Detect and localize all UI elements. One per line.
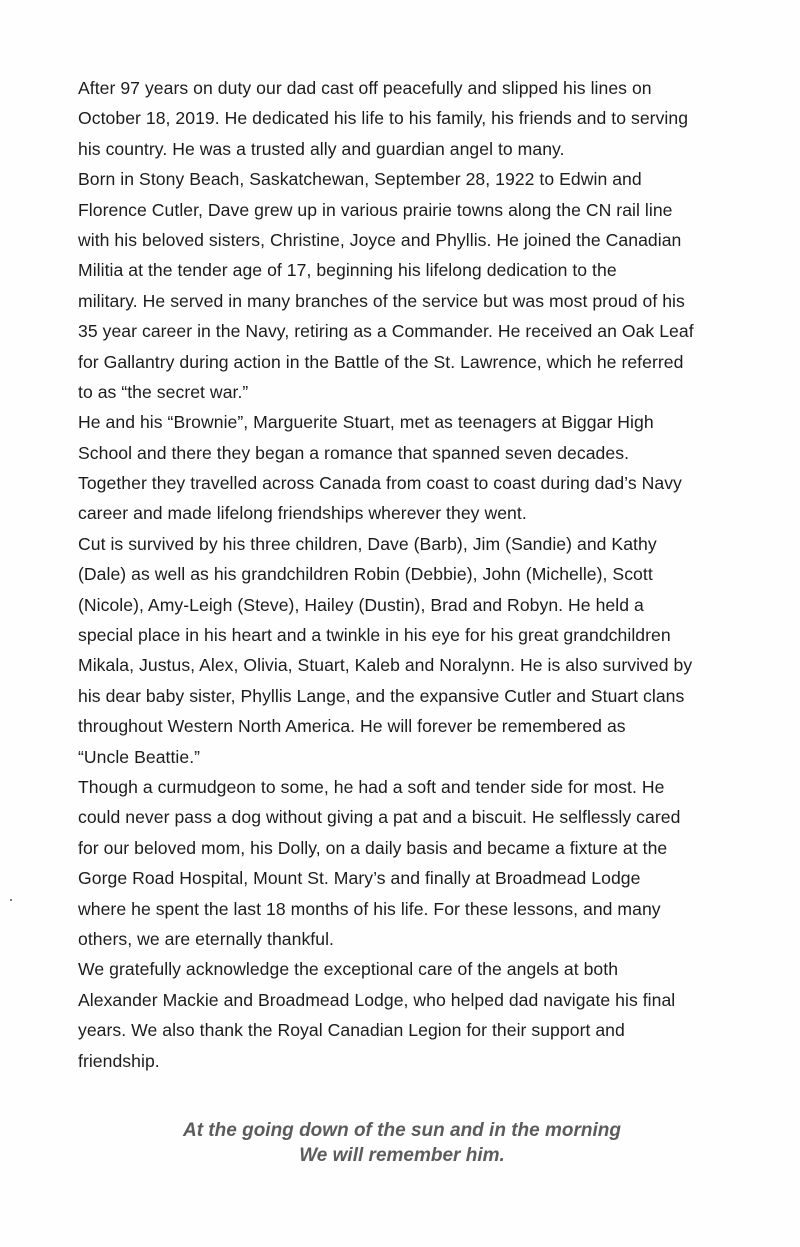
obituary-body (78, 73, 758, 1076)
paragraph-6 (78, 954, 758, 1076)
text-line: (Nicole), Amy-Leigh (Steve), Hailey (Dustin), Brad and Robyn. He held a (78, 594, 644, 615)
paragraph-3 (78, 407, 758, 529)
paragraph-1 (78, 73, 758, 164)
text-line: with his beloved sisters, Christine, Joyce and Phyllis. He joined the Canadian (78, 229, 682, 250)
paragraph-5 (78, 772, 758, 954)
text-line: special place in his heart and a twinkle in his eye for his great grandchildren (78, 625, 671, 646)
text-line: 35 year career in the Navy, retiring as a Commander. He received an Oak Leaf (78, 321, 694, 342)
closing-line-1: At the going down of the sun and in the morning (182, 1120, 621, 1141)
text-line: Born in Stony Beach, Saskatchewan, September 28, 1922 to Edwin and (78, 169, 642, 190)
text-line: throughout Western North America. He will forever be remembered as (78, 716, 626, 737)
text-line: (Dale) as well as his grandchildren Robin (Debbie), John (Michelle), Scott (78, 564, 653, 585)
text-line: could never pass a dog without giving a pat and a biscuit. He selflessly cared (78, 807, 681, 828)
paragraph-4 (78, 529, 758, 772)
scan-speck (10, 899, 12, 901)
text-line: School and there they began a romance that spanned seven decades. (78, 442, 630, 463)
closing-verse (0, 1118, 800, 1168)
text-line: his country. He was a trusted ally and guardian angel to many. (78, 138, 565, 159)
text-line: friendship. (78, 1050, 160, 1071)
text-line: We gratefully acknowledge the exceptional care of the angels at both (78, 959, 619, 980)
text-line: After 97 years on duty our dad cast off peacefully and slipped his lines on (78, 78, 652, 98)
text-line: his dear baby sister, Phyllis Lange, and the expansive Cutler and Stuart clans (78, 685, 685, 706)
text-line: Together they travelled across Canada from coast to coast during dad’s Navy (78, 473, 682, 494)
text-line: Though a curmudgeon to some, he had a soft and tender side for most. He (78, 776, 665, 797)
text-line: for our beloved mom, his Dolly, on a daily basis and became a fixture at the (78, 837, 668, 858)
text-line: He and his “Brownie”, Marguerite Stuart, met as teenagers at Biggar High (78, 412, 654, 433)
closing-line-2: We will remember him. (299, 1145, 505, 1166)
text-line: to as “the secret war.” (78, 381, 249, 402)
paragraph-2 (78, 164, 758, 407)
text-line: others, we are eternally thankful. (78, 928, 334, 949)
text-line: Florence Cutler, Dave grew up in various prairie towns along the CN rail line (78, 199, 673, 220)
text-line: “Uncle Beattie.” (78, 746, 201, 767)
text-line: October 18, 2019. He dedicated his life to his family, his friends and to serving (78, 108, 689, 129)
text-line: career and made lifelong friendships wherever they went. (78, 503, 527, 524)
text-line: where he spent the last 18 months of his life. For these lessons, and many (78, 898, 661, 919)
text-line: Militia at the tender age of 17, beginning his lifelong dedication to the (78, 260, 617, 281)
text-line: Alexander Mackie and Broadmead Lodge, who helped dad navigate his final (78, 989, 676, 1010)
text-line: Gorge Road Hospital, Mount St. Mary’s and finally at Broadmead Lodge (78, 868, 641, 889)
text-line: Mikala, Justus, Alex, Olivia, Stuart, Kaleb and Noralynn. He is also survived by (78, 655, 693, 676)
text-line: military. He served in many branches of the service but was most proud of his (78, 290, 685, 311)
text-line: Cut is survived by his three children, Dave (Barb), Jim (Sandie) and Kathy (78, 533, 657, 554)
text-line: years. We also thank the Royal Canadian Legion for their support and (78, 1020, 625, 1041)
text-line: for Gallantry during action in the Battle of the St. Lawrence, which he referred (78, 351, 684, 372)
